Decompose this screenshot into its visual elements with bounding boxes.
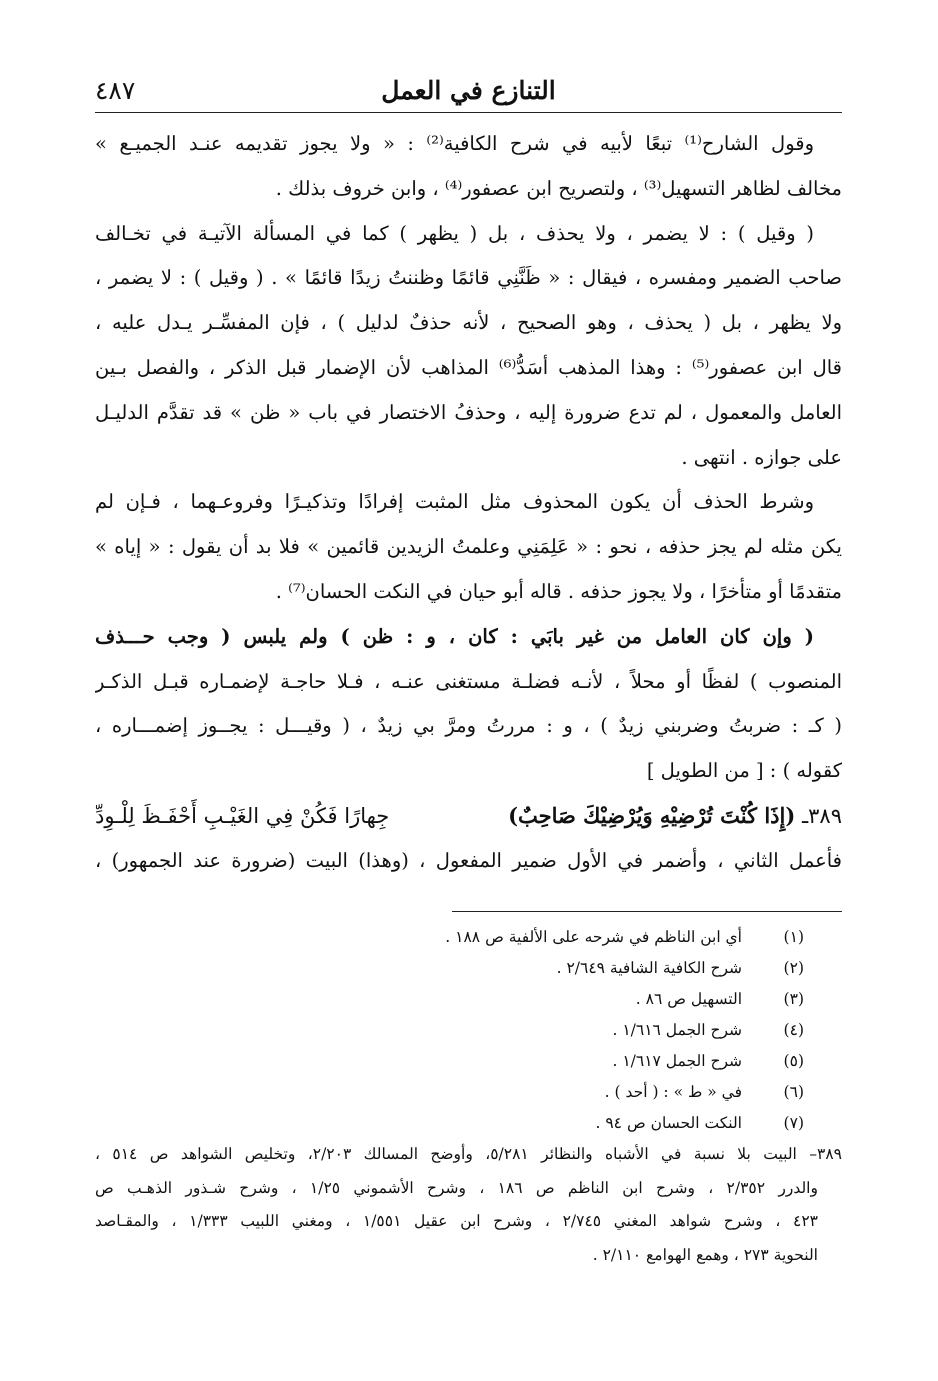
footnote xyxy=(95,1015,842,1046)
footnote xyxy=(95,1077,842,1108)
text-line: ( وإن كان العامل من غير بابَي : كان ، و : ظن ) ولم يلبس ( وجب حـــذف xyxy=(95,624,814,648)
text-line: مخالف لظاهر التسهيل⁽³⁾ ، ولتصريح ابن عصفور⁽⁴⁾ ، وابن خروف بذلك . xyxy=(275,176,842,200)
text-line: كقوله ) : [ من الطويل ] xyxy=(646,759,842,783)
footnote-text: شرح الجمل ١/٦١٦ . xyxy=(612,1021,742,1039)
page-title: التنازع في العمل xyxy=(381,76,556,105)
footnote xyxy=(95,1108,842,1139)
footnote-text: في « ط » : ( أحد ) . xyxy=(604,1083,742,1101)
poetry-verse xyxy=(95,794,842,839)
footnote-number: (٢) xyxy=(783,959,804,977)
footnotes xyxy=(95,922,842,1139)
verse-first-half xyxy=(508,794,842,839)
footnote xyxy=(95,953,842,984)
text-line: صاحب الضمير ومفسره ، فيقال : « ظَنَّنِي قائمًا وظننتُ زيدًا قائمًا » . ( وقيل ) : لا يضمر ، xyxy=(95,266,842,290)
footnote-number: (٥) xyxy=(783,1052,804,1070)
source-line: ٣٨٩– البيت بلا نسبة في الأشباه والنظائر ٥/٢٨١، وأوضح المسالك ٢/٢٠٣، وتخليص الشواهد ص ٥١٤ ، xyxy=(95,1145,842,1163)
footnote xyxy=(95,1046,842,1077)
verse-hemistich-2: جِهارًا فَكُنْ فِي الغَيْـبِ أَحْفَـظَ لِلْـوِدِّ xyxy=(95,803,390,828)
footnote-text: النكت الحسان ص ٩٤ . xyxy=(595,1114,742,1132)
footnote-number: (٤) xyxy=(783,1021,804,1039)
verse-source-note xyxy=(95,1138,842,1272)
footnote-number: (١) xyxy=(783,928,804,946)
verse-hemistich-1: (إِذَا كُنْتَ تُرْضِيْهِ وَيُرْضِيْكَ صَاحِبٌ) xyxy=(508,802,796,828)
footnote-text: شرح الجمل ١/٦١٧ . xyxy=(612,1052,742,1070)
text-line: متقدمًا أو متأخرًا ، ولا يجوز حذفه . قاله أبو حيان في النكت الحسان⁽⁷⁾ . xyxy=(275,579,842,603)
source-line: النحوية ٢٧٣ ، وهمع الهوامع ٢/١١٠ . xyxy=(592,1245,818,1264)
page-header xyxy=(95,78,842,113)
footnote-text: أي ابن الناظم في شرحه على الألفية ص ١٨٨ . xyxy=(445,928,742,946)
verse-number: ٣٨٩ـ xyxy=(802,803,842,828)
source-line: والدرر ٢/٣٥٢ ، وشرح ابن الناظم ص ١٨٦ ، وشرح الأشموني ١/٢٥ ، وشرح شـذور الذهـب ص xyxy=(95,1178,818,1197)
footnote xyxy=(95,984,842,1015)
text-line: فأعمل الثاني ، وأضمر في الأول ضمير المفعول ، (وهذا) البيت (ضرورة عند الجمهور) ، xyxy=(95,848,842,872)
text-line: وشرط الحذف أن يكون المحذوف مثل المثبت إفرادًا وتذكيـرًا وفروعـهما ، فـإن لم xyxy=(95,490,814,514)
text-line: ( كـ : ضربتُ وضربني زيدٌ ) ، و : مررتُ ومرَّ بي زيدٌ ، ( وقيـــل : يجــوز إضمـــاره ، xyxy=(95,714,842,738)
text-line: وقول الشارح⁽¹⁾ تبعًا لأبيه في شرح الكافية⁽²⁾ : « ولا يجوز تقديمه عنـد الجميـع » xyxy=(95,132,815,155)
footnote-text: التسهيل ص ٨٦ . xyxy=(635,990,742,1008)
footnote-divider xyxy=(452,911,842,912)
source-line: ٤٢٣ ، وشرح شواهد المغني ٢/٧٤٥ ، وشرح ابن عقيل ١/٥٥١ ، ومغني اللبيب ١/٣٣٣ ، والمقـاصد xyxy=(95,1212,819,1230)
text-line: ( وقيل ) : لا يضمر ، ولا يحذف ، بل ( يظهر ) كما في المسألة الآتيـة في تخـالف xyxy=(95,221,814,245)
text-line: العامل والمعمول ، لم تدع ضرورة إليه ، وحذفُ الاختصار في باب « ظن » قد تقدَّم الدليـل xyxy=(95,400,842,424)
text-line: المنصوب ) لفظًا أو محلاً ، لأنـه فضلـة مستغنى عنـه ، فـلا حاجـة لإضمـاره قبـل الذكـر xyxy=(95,669,842,693)
text-line: قال ابن عصفور⁽⁵⁾ : وهذا المذهب أسَدُّ⁽⁶⁾ المذاهب لأن الإضمار قبل الذكر ، والفصل بـين xyxy=(95,355,842,379)
footnote-number: (٣) xyxy=(783,990,804,1008)
footnote xyxy=(95,922,842,953)
text-line: ولا يظهر ، بل ( يحذف ، وهو الصحيح ، لأنه حذفٌ لدليل ) ، فإن المفسِّـر يـدل عليه ، xyxy=(95,311,842,335)
page-number: ٤٨٧ xyxy=(95,76,136,105)
text-line: يكن مثله لم يجز حذفه ، نحو : « عَلِمَنِي وعلمتُ الزيدين قائمين » فلا بد أن يقول : « إياه » xyxy=(95,535,842,559)
text-line: على جوازه . انتهى . xyxy=(681,445,842,469)
footnote-number: (٧) xyxy=(783,1114,804,1132)
main-text xyxy=(95,122,842,884)
footnote-text: شرح الكافية الشافية ٢/٦٤٩ . xyxy=(556,959,742,977)
footnote-number: (٦) xyxy=(783,1083,804,1101)
